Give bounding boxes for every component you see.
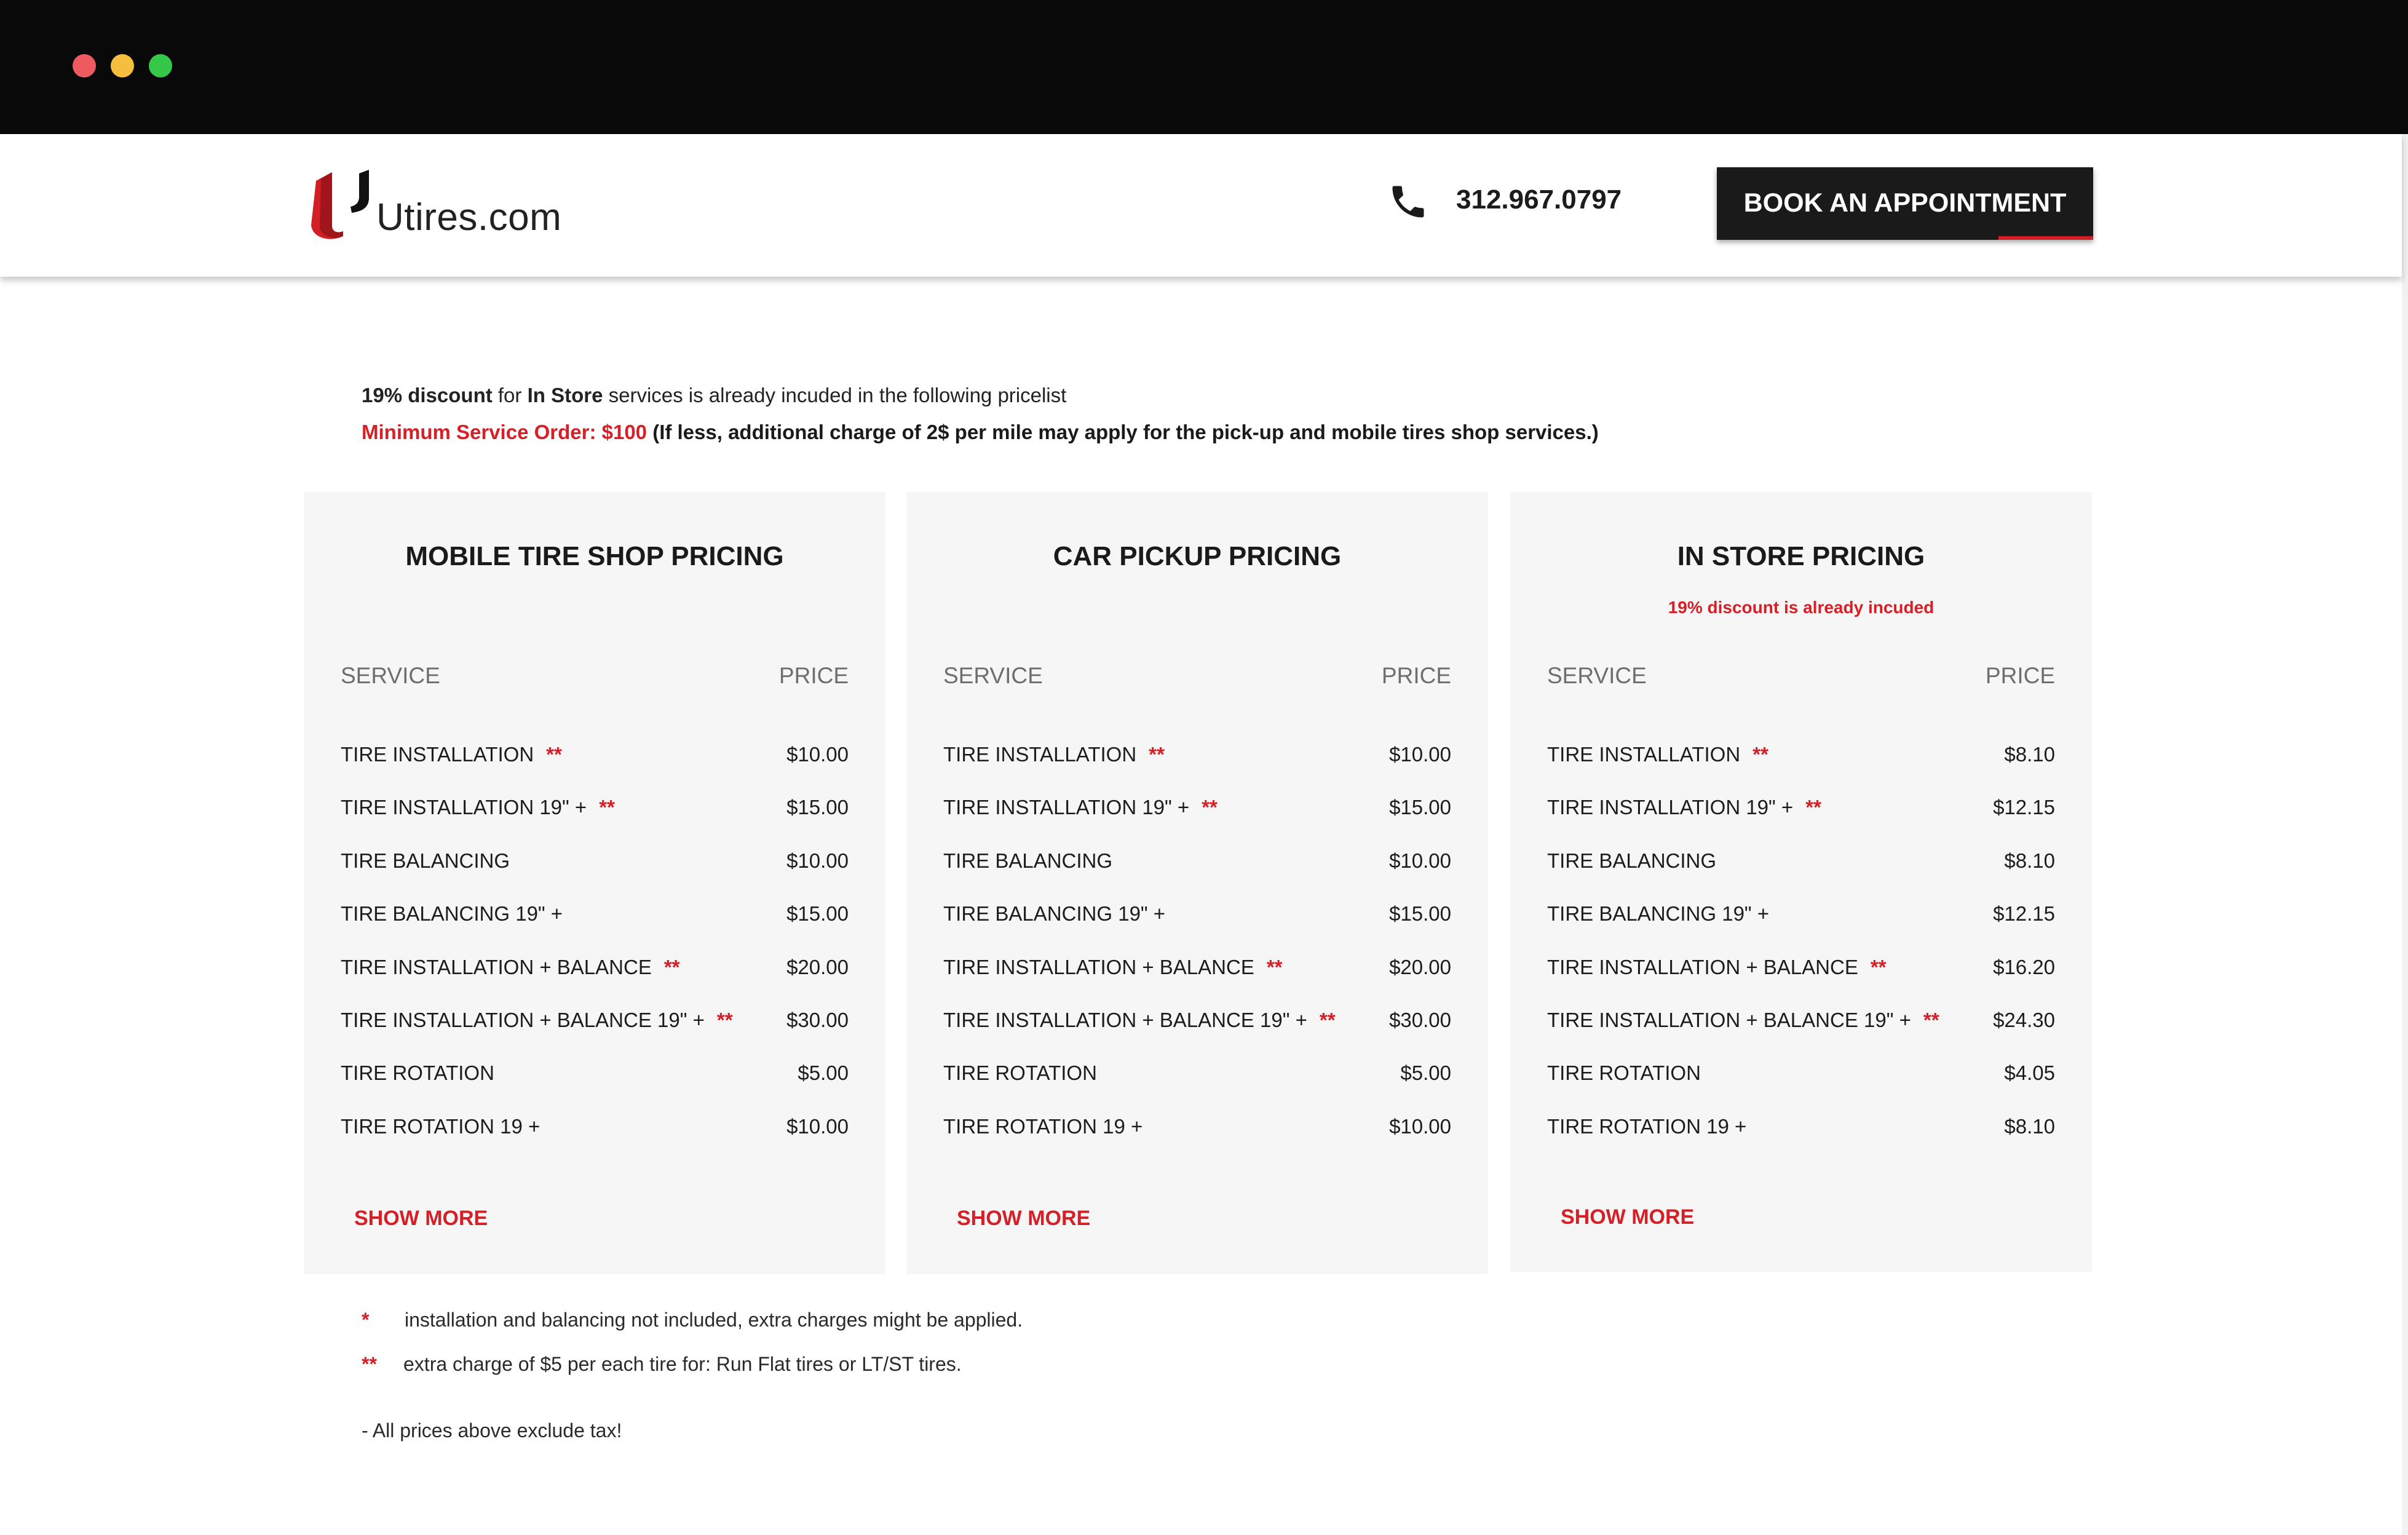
service-label: TIRE BALANCING bbox=[1547, 849, 1717, 872]
service-name bbox=[1547, 1009, 1939, 1032]
service-label: TIRE INSTALLATION + BALANCE bbox=[943, 955, 1254, 978]
price-row bbox=[943, 849, 1451, 902]
service-label: TIRE INSTALLATION + BALANCE 19" + bbox=[341, 1008, 705, 1031]
service-name bbox=[943, 902, 1178, 926]
double-asterisk: ** bbox=[663, 955, 680, 978]
double-asterisk: ** bbox=[1149, 743, 1165, 766]
show-more-link[interactable]: SHOW MORE bbox=[354, 1207, 488, 1230]
price-row bbox=[1547, 1061, 2055, 1114]
price-list bbox=[341, 743, 849, 1168]
service-price: $10.00 bbox=[786, 743, 849, 766]
card-subtitle: 19% discount is already incuded bbox=[1668, 598, 1935, 617]
service-name bbox=[341, 1115, 552, 1138]
service-label: TIRE INSTALLATION + BALANCE 19" + bbox=[943, 1008, 1307, 1031]
double-asterisk: ** bbox=[599, 796, 615, 819]
service-name bbox=[341, 1009, 733, 1032]
service-name bbox=[943, 1115, 1155, 1138]
double-asterisk: ** bbox=[1805, 796, 1821, 819]
footnote-double-text: extra charge of $5 per each tire for: Run Flat tires or LT/ST tires. bbox=[403, 1353, 962, 1375]
price-row bbox=[943, 743, 1451, 796]
service-name bbox=[1547, 1061, 1713, 1085]
price-row bbox=[1547, 902, 2055, 955]
price-row bbox=[341, 956, 849, 1009]
service-price: $30.00 bbox=[1389, 1008, 1451, 1031]
price-row bbox=[341, 1009, 849, 1061]
service-label: TIRE INSTALLATION + BALANCE bbox=[1547, 955, 1858, 978]
service-name bbox=[341, 956, 680, 979]
double-asterisk: ** bbox=[546, 743, 562, 766]
service-price: $30.00 bbox=[786, 1008, 849, 1031]
service-price: $15.00 bbox=[1389, 796, 1451, 819]
service-price: $10.00 bbox=[786, 849, 849, 872]
service-label: TIRE ROTATION bbox=[1547, 1061, 1701, 1085]
service-label: TIRE BALANCING 19" + bbox=[341, 902, 563, 926]
pricing-card-in-store bbox=[1510, 492, 2092, 1272]
price-row bbox=[341, 1061, 849, 1114]
discount-text-2: services is already incuded in the following pricelist bbox=[603, 384, 1067, 407]
service-column-header: SERVICE bbox=[1547, 663, 1647, 688]
footnote-single-text: installation and balancing not included, extra charges might be applied. bbox=[405, 1309, 1023, 1331]
footnote-single-asterisk: * bbox=[362, 1309, 370, 1331]
card-title: CAR PICKUP PRICING bbox=[1053, 541, 1342, 571]
service-name bbox=[943, 1061, 1109, 1085]
service-price: $12.15 bbox=[1993, 902, 2055, 926]
double-asterisk: ** bbox=[716, 1008, 733, 1031]
price-row bbox=[1547, 956, 2055, 1009]
site-logo[interactable] bbox=[307, 170, 566, 244]
tax-note: - All prices above exclude tax! bbox=[362, 1419, 622, 1442]
service-label: TIRE INSTALLATION bbox=[1547, 743, 1741, 766]
service-label: TIRE INSTALLATION bbox=[943, 743, 1137, 766]
window-close-button[interactable] bbox=[73, 54, 96, 77]
price-column-header: PRICE bbox=[778, 663, 849, 688]
service-price: $12.15 bbox=[1993, 796, 2055, 819]
price-row bbox=[341, 849, 849, 902]
price-row bbox=[1547, 1009, 2055, 1061]
price-row bbox=[943, 956, 1451, 1009]
price-list bbox=[943, 743, 1451, 1168]
service-name bbox=[943, 743, 1165, 766]
service-label: TIRE BALANCING 19" + bbox=[1547, 902, 1770, 926]
service-price: $15.00 bbox=[786, 796, 849, 819]
price-row bbox=[943, 1009, 1451, 1061]
service-price: $8.10 bbox=[2004, 1114, 2055, 1138]
service-name bbox=[1547, 902, 1781, 926]
service-label: TIRE BALANCING 19" + bbox=[943, 902, 1166, 926]
service-price: $8.10 bbox=[2004, 849, 2055, 872]
minimum-order-text: (If less, additional charge of 2$ per mile may apply for the pick-up and mobile tires shop services.) bbox=[647, 421, 1599, 443]
footnote-double-asterisk: ** bbox=[362, 1353, 377, 1375]
button-accent-underline bbox=[1998, 236, 2093, 240]
service-label: TIRE ROTATION 19 + bbox=[943, 1114, 1143, 1138]
discount-notice bbox=[362, 384, 1066, 407]
phone-number-link[interactable]: 312.967.0797 bbox=[1456, 184, 1622, 215]
price-row bbox=[1547, 796, 2055, 849]
logo-text: Utires.com bbox=[376, 196, 562, 239]
price-row bbox=[943, 1061, 1451, 1114]
card-title: IN STORE PRICING bbox=[1677, 541, 1925, 571]
window-titlebar bbox=[0, 0, 2408, 134]
service-label: TIRE ROTATION 19 + bbox=[341, 1114, 541, 1138]
show-more-link[interactable]: SHOW MORE bbox=[957, 1207, 1091, 1230]
service-column-header: SERVICE bbox=[341, 663, 440, 688]
price-row bbox=[341, 796, 849, 849]
service-price: $8.10 bbox=[2004, 743, 2055, 766]
service-name bbox=[1547, 956, 1887, 979]
logo-mark-icon bbox=[307, 170, 371, 241]
price-row bbox=[943, 796, 1451, 849]
window-minimize-button[interactable] bbox=[111, 54, 134, 77]
service-price: $16.20 bbox=[1993, 955, 2055, 978]
service-label: TIRE BALANCING bbox=[943, 849, 1113, 872]
double-asterisk: ** bbox=[1753, 743, 1768, 766]
show-more-link[interactable]: SHOW MORE bbox=[1561, 1205, 1695, 1229]
service-label: TIRE INSTALLATION 19" + bbox=[341, 796, 587, 819]
service-name bbox=[1547, 849, 1729, 873]
service-name bbox=[1547, 743, 1768, 766]
price-row bbox=[1547, 849, 2055, 902]
price-column-header: PRICE bbox=[1381, 663, 1451, 688]
service-name bbox=[943, 956, 1283, 979]
service-label: TIRE INSTALLATION 19" + bbox=[943, 796, 1190, 819]
discount-bold: 19% discount bbox=[362, 384, 493, 407]
minimum-order-label: Minimum Service Order: $100 bbox=[362, 421, 648, 443]
service-price: $10.00 bbox=[1389, 849, 1451, 872]
service-label: TIRE BALANCING bbox=[341, 849, 510, 872]
service-price: $24.30 bbox=[1993, 1008, 2055, 1031]
minimum-order-notice bbox=[362, 421, 1599, 444]
service-column-header: SERVICE bbox=[943, 663, 1043, 688]
price-column-header: PRICE bbox=[1985, 663, 2055, 688]
pricing-card-mobile bbox=[304, 492, 885, 1274]
service-price: $4.05 bbox=[2004, 1061, 2055, 1085]
service-price: $20.00 bbox=[786, 955, 849, 978]
price-row bbox=[341, 902, 849, 955]
service-price: $15.00 bbox=[1389, 902, 1451, 926]
discount-text-1: for bbox=[492, 384, 528, 407]
service-label: TIRE INSTALLATION + BALANCE 19" + bbox=[1547, 1008, 1911, 1031]
service-name bbox=[341, 743, 562, 766]
double-asterisk: ** bbox=[1870, 955, 1887, 978]
price-row bbox=[341, 743, 849, 796]
book-appointment-label: BOOK AN APPOINTMENT bbox=[1743, 188, 2067, 218]
price-row bbox=[943, 1115, 1451, 1168]
service-label: TIRE ROTATION bbox=[341, 1061, 494, 1085]
window-maximize-button[interactable] bbox=[149, 54, 172, 77]
service-price: $10.00 bbox=[786, 1114, 849, 1138]
service-price: $10.00 bbox=[1389, 743, 1451, 766]
price-row bbox=[1547, 743, 2055, 796]
pricing-card-pickup bbox=[906, 492, 1488, 1274]
service-name bbox=[1547, 1115, 1759, 1138]
service-price: $10.00 bbox=[1389, 1114, 1451, 1138]
book-appointment-button[interactable] bbox=[1717, 167, 2093, 240]
phone-icon bbox=[1387, 181, 1429, 223]
price-row bbox=[1547, 1115, 2055, 1168]
service-label: TIRE INSTALLATION + BALANCE bbox=[341, 955, 652, 978]
double-asterisk: ** bbox=[1266, 955, 1283, 978]
service-name bbox=[1547, 796, 1821, 819]
scrollbar-track[interactable] bbox=[2402, 134, 2408, 1535]
service-price: $20.00 bbox=[1389, 955, 1451, 978]
double-asterisk: ** bbox=[1319, 1008, 1336, 1031]
service-name bbox=[341, 902, 575, 926]
price-row bbox=[943, 902, 1451, 955]
service-price: $5.00 bbox=[1400, 1061, 1451, 1085]
service-name bbox=[341, 1061, 507, 1085]
service-label: TIRE ROTATION 19 + bbox=[1547, 1114, 1747, 1138]
service-name bbox=[341, 849, 522, 873]
double-asterisk: ** bbox=[1202, 796, 1218, 819]
service-price: $15.00 bbox=[786, 902, 849, 926]
card-title: MOBILE TIRE SHOP PRICING bbox=[405, 541, 784, 571]
in-store-bold: In Store bbox=[527, 384, 603, 407]
service-name bbox=[341, 796, 615, 819]
service-label: TIRE ROTATION bbox=[943, 1061, 1097, 1085]
price-row bbox=[341, 1115, 849, 1168]
site-header bbox=[0, 134, 2402, 277]
service-price: $5.00 bbox=[798, 1061, 849, 1085]
service-label: TIRE INSTALLATION bbox=[341, 743, 534, 766]
service-name bbox=[943, 796, 1218, 819]
price-list bbox=[1547, 743, 2055, 1168]
service-label: TIRE INSTALLATION 19" + bbox=[1547, 796, 1794, 819]
service-name bbox=[943, 1009, 1336, 1032]
double-asterisk: ** bbox=[1923, 1008, 1939, 1031]
service-name bbox=[943, 849, 1125, 873]
